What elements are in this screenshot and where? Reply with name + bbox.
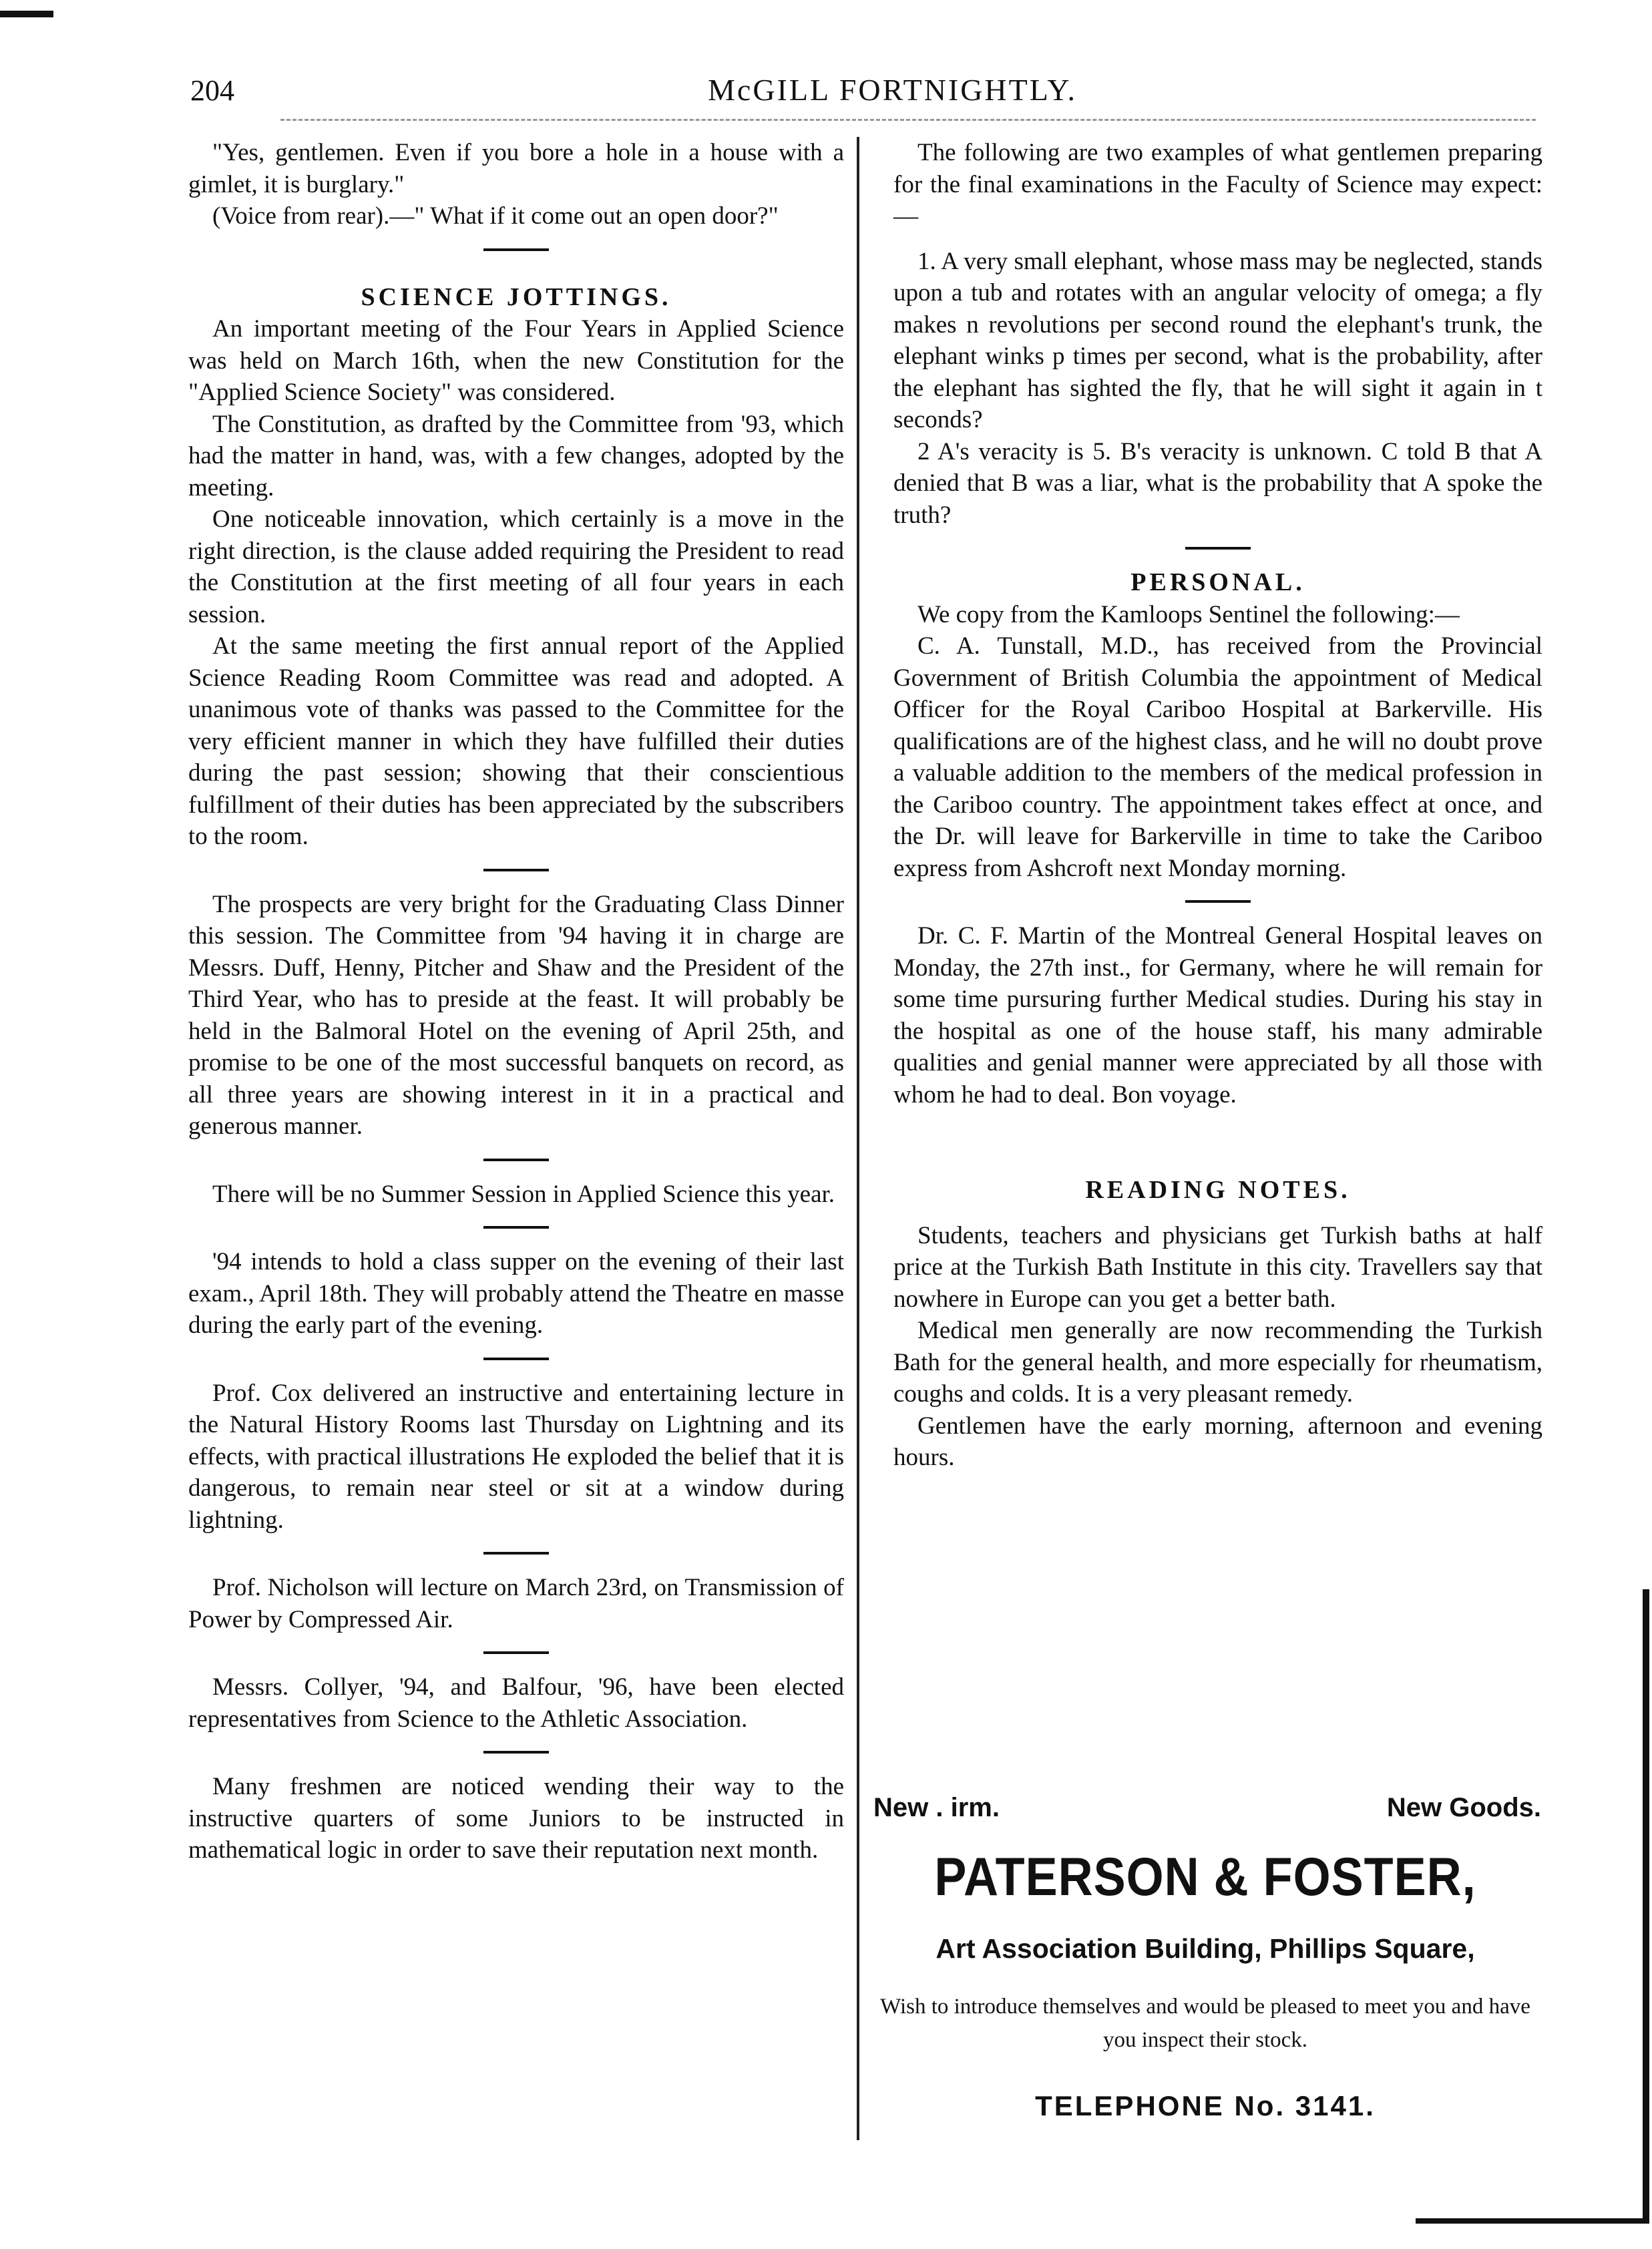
ad-company-name: PATERSON & FOSTER, <box>934 1847 1476 1907</box>
section-divider <box>483 248 549 251</box>
page-number: 204 <box>190 74 234 107</box>
personal-heading: PERSONAL. <box>1130 568 1305 596</box>
ad-body-text: Wish to introduce themselves and would be pleased to meet you and have you inspect their stock. <box>880 1995 1530 2052</box>
article-paragraph: Medical men generally are now recommending the Turkish Bath for the general health, and more especially for rheumatism, coughs and colds. It is a very pleasant remedy. <box>893 1317 1542 1408</box>
section-divider <box>1185 900 1251 903</box>
column-rule <box>857 137 859 2140</box>
article-paragraph: Dr. C. F. Martin of the Montreal General Hospital leaves on Monday, the 27th inst., for Germany, where he will remain for some time pursuring further Medical studies. During his stay in the hospital as one of the house staff, his many admirable qualities and genial manner were appreciated by all those with whom he had to deal. Bon voyage. <box>893 922 1542 1108</box>
corner-mark <box>0 11 53 17</box>
page-border-bottom <box>1416 2218 1649 2224</box>
article-paragraph: The following are two examples of what gentlemen preparing for the final examinations in the Faculty of Science may expect:— <box>893 139 1542 230</box>
right-column <box>893 137 1542 1474</box>
header-rule <box>280 119 1536 121</box>
ad-tag-right: New Goods. <box>1386 1793 1541 1822</box>
article-paragraph: An important meeting of the Four Years in Applied Science was held on March 16th, when the new Constitution for the "Applied Science Society" was considered. <box>188 315 844 406</box>
section-divider <box>483 1159 549 1161</box>
article-paragraph: Many freshmen are noticed wending their way to the instructive quarters of some Juniors to be instructed in mathematical logic in order to save their reputation next month. <box>188 1773 844 1864</box>
article-paragraph: One noticeable innovation, which certainly is a move in the right direction, is the clause added requiring the President to read the Constitution at the first meeting of all four years in each session. <box>188 505 844 628</box>
article-paragraph: We copy from the Kamloops Sentinel the following:— <box>917 600 1460 628</box>
section-divider <box>483 1358 549 1360</box>
article-paragraph: At the same meeting the first annual report of the Applied Science Reading Room Committee was read and adopted. A unanimous vote of thanks was passed to the Committee for the very efficient manner in which they have fulfilled their duties during the past session; showing that their conscientious fulfillment of their duties has been appreciated by the subscribers to the room. <box>188 632 844 850</box>
left-column <box>188 137 844 1866</box>
exam-question-2: 2 A's veracity is 5. B's veracity is unknown. C told B that A denied that B was a liar, what is the probability that A spoke the truth? <box>893 437 1542 529</box>
voice-paragraph-2: (Voice from rear).—" What if it come out an open door?" <box>212 202 779 230</box>
section-divider <box>483 1751 549 1754</box>
exam-question-1: 1. A very small elephant, whose mass may be neglected, stands upon a tub and rotates with an angular velocity of omega; a fly makes n revolutions per second round the elephant's trunk, the elephant winks p times per second, what is the probability, after the elephant has sighted the fly, that he will sight it again in t seconds? <box>893 247 1542 433</box>
article-paragraph: '94 intends to hold a class supper on the evening of their last exam., April 18th. They will probably attend the Theatre en masse during the early part of the evening. <box>188 1248 844 1339</box>
section-divider <box>483 1552 549 1555</box>
section-divider <box>1185 547 1251 550</box>
article-paragraph: Messrs. Collyer, '94, and Balfour, '96, have been elected representatives from Science to the Athletic Association. <box>188 1673 844 1733</box>
science-jottings-heading: SCIENCE JOTTINGS. <box>361 282 672 311</box>
ad-tag-left: New . irm. <box>873 1793 1000 1822</box>
reading-notes-heading: READING NOTES. <box>1085 1176 1351 1204</box>
ad-address: Art Association Building, Phillips Square, <box>936 1933 1475 1964</box>
article-paragraph: Prof. Nicholson will lecture on March 23rd, on Transmission of Power by Compressed Air. <box>188 1574 844 1633</box>
article-paragraph: The Constitution, as drafted by the Committee from '93, which had the matter in hand, was, with a few changes, adopted by the meeting. <box>188 410 844 501</box>
ad-telephone: TELEPHONE No. 3141. <box>1035 2090 1376 2121</box>
voice-paragraph-1: "Yes, gentlemen. Even if you bore a hole in a house with a gimlet, it is burglary." <box>188 139 844 198</box>
section-divider <box>483 1226 549 1229</box>
section-divider <box>483 869 549 871</box>
article-paragraph: There will be no Summer Session in Applied Science this year. <box>212 1180 835 1208</box>
section-divider <box>483 1651 549 1654</box>
article-paragraph: C. A. Tunstall, M.D., has received from the Provincial Government of British Columbia the appointment of Medical Officer for the Royal Cariboo Hospital at Barkerville. His qualifications are of the highest class, and he will no doubt prove a valuable addition to the members of the medical profession in the Cariboo country. The appointment takes effect at once, and the Dr. will leave for Barkerville in time to take the Cariboo express from Ashcroft next Monday morning. <box>893 632 1542 882</box>
article-paragraph: Gentlemen have the early morning, afternoon and evening hours. <box>893 1412 1542 1471</box>
article-paragraph: Students, teachers and physicians get Turkish baths at half price at the Turkish Bath Institute in this city. Travellers say that nowhere in Europe can you get a better bath. <box>893 1221 1542 1313</box>
page-border-right <box>1643 1589 1649 2224</box>
article-paragraph: Prof. Cox delivered an instructive and entertaining lecture in the Natural History Rooms last Thursday on Lightning and its effects, with practical illustrations He exploded the belief that it is dangerous, to remain near steel or sit at a window during lightning. <box>188 1379 844 1534</box>
article-paragraph: The prospects are very bright for the Graduating Class Dinner this session. The Committee from '94 having it in charge are Messrs. Duff, Henny, Pitcher and Shaw and the President of the Third Year, who has to preside at the feast. It will probably be held in the Balmoral Hotel on the evening of April 25th, and promise to be one of the most successful banquets on record, as all three years are showing interest in it in a practical and generous manner. <box>188 890 844 1140</box>
page-title: McGILL FORTNIGHTLY. <box>708 73 1078 107</box>
